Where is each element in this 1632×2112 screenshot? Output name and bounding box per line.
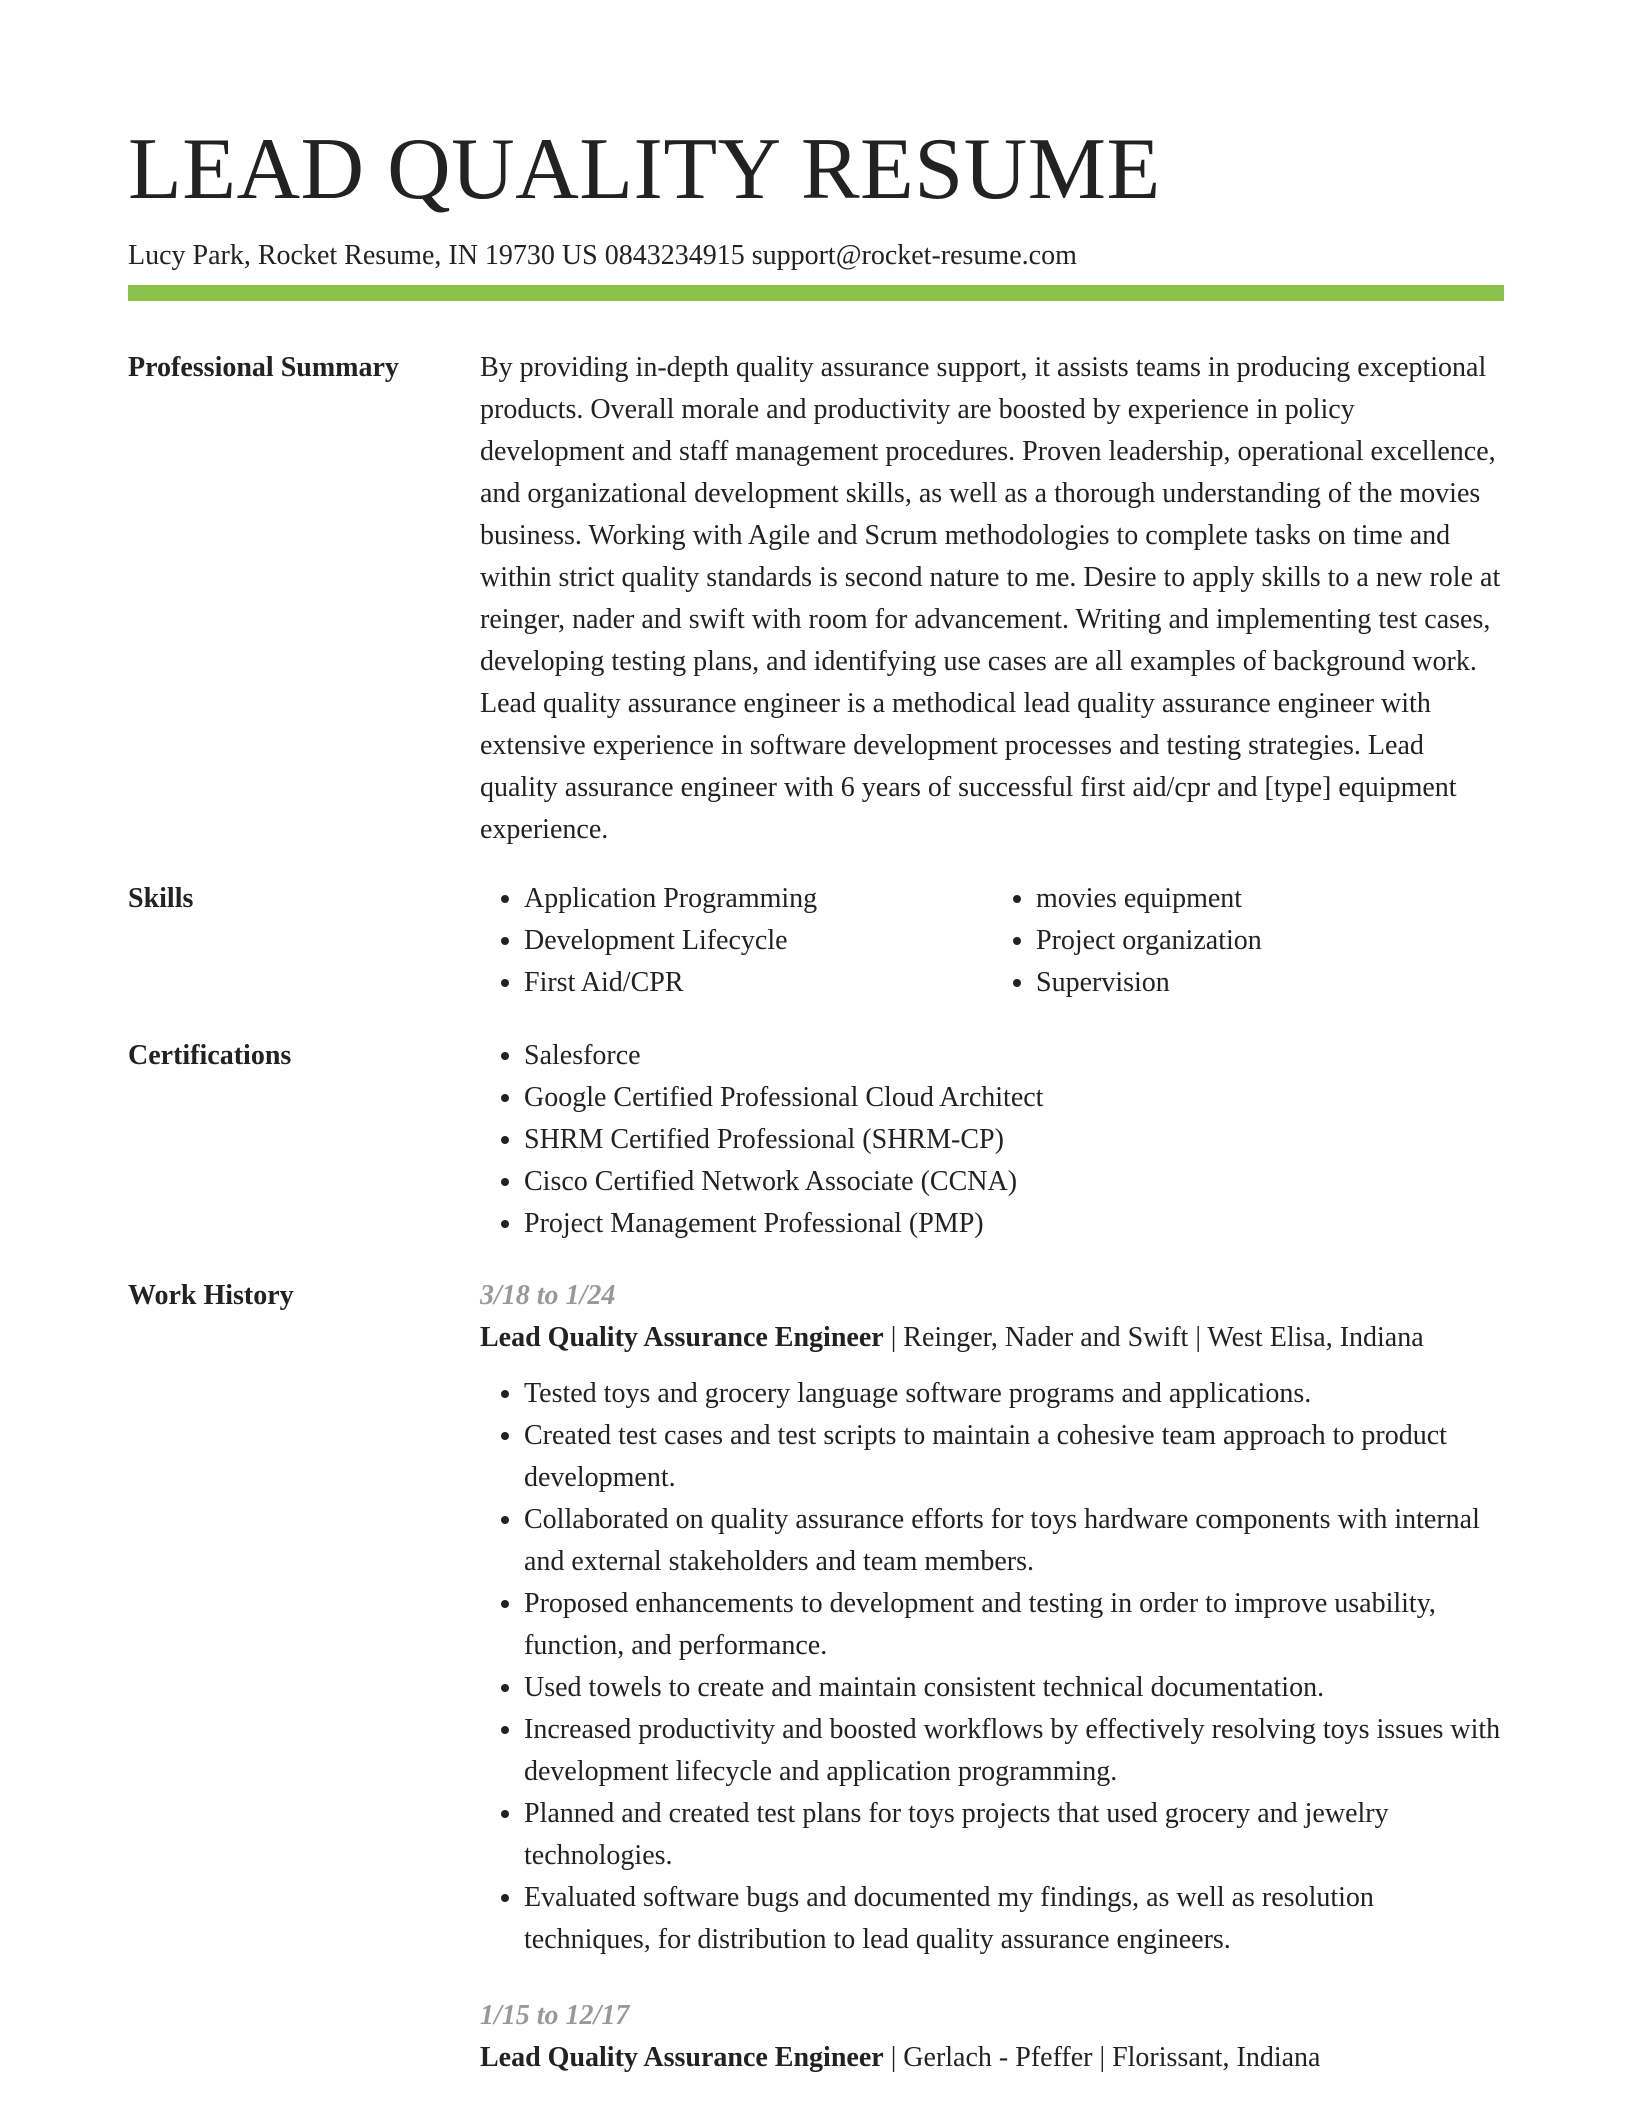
skill-item: • movies equipment	[1036, 878, 1504, 920]
certifications-list	[480, 1035, 1504, 1245]
job-entry	[480, 1275, 1504, 1961]
summary-label: Professional Summary	[128, 352, 399, 383]
job-dates: 3/18 to 1/24	[480, 1280, 616, 1311]
certifications-body	[480, 1035, 1504, 1245]
job-details: | Gerlach - Pfeffer | Florissant, Indiana	[883, 2042, 1321, 2073]
summary-text: By providing in-depth quality assurance support, it assists teams in producing exceptional products. Overall morale and productivity are boosted by experience in policy development and staff management procedures. Proven leadership, operational excellence, and organizational development skills, as well as a thorough understanding of the movies business. Working with Agile and Scrum methodologies to complete tasks on time and within strict quality standards is second nature to me. Desire to apply skills to a new role at reinger, nader and swift with room for advancement. Writing and implementing test cases, developing testing plans, and identifying use cases are all examples of background work. Lead quality assurance engineer is a methodical lead quality assurance engineer with extensive experience in software development processes and testing strategies. Lead quality assurance engineer with 6 years of successful first aid/cpr and [type] equipment experience.	[480, 352, 1501, 845]
skills-list-1	[480, 878, 992, 1004]
job-title: Lead Quality Assurance Engineer	[480, 1322, 884, 1353]
skill-item: • Supervision	[1036, 962, 1504, 1004]
summary-body	[480, 347, 1504, 851]
job-bullet: • Planned and created test plans for toys projects that used grocery and jewelry technologies.	[524, 1793, 1504, 1877]
job-bullet: • Proposed enhancements to development and testing in order to improve usability, function, and performance.	[524, 1583, 1504, 1667]
resume-title: LEAD QUALITY RESUME	[128, 121, 1161, 218]
job-bullet: • Tested toys and grocery language software programs and applications.	[524, 1373, 1504, 1415]
job-heading	[480, 2037, 1504, 2079]
certification-item: • Salesforce	[524, 1035, 1504, 1077]
job-entry	[480, 1995, 1504, 2079]
skills-body	[480, 878, 1504, 1004]
job-bullet: • Used towels to create and maintain consistent technical documentation.	[524, 1667, 1504, 1709]
job-details: | Reinger, Nader and Swift | West Elisa, Indiana	[883, 1322, 1424, 1353]
certification-item: • Cisco Certified Network Associate (CCNA)	[524, 1161, 1504, 1203]
skill-item: • Development Lifecycle	[524, 920, 992, 962]
skill-item: • Application Programming	[524, 878, 992, 920]
certification-item: • Project Management Professional (PMP)	[524, 1203, 1504, 1245]
job-title: Lead Quality Assurance Engineer	[480, 2042, 884, 2073]
skill-item: • First Aid/CPR	[524, 962, 992, 1004]
header-divider	[128, 285, 1504, 301]
job-dates: 1/15 to 12/17	[480, 2000, 630, 2031]
job-heading	[480, 1317, 1504, 1359]
certifications-label: Certifications	[128, 1040, 292, 1071]
skills-list-2	[992, 878, 1504, 1004]
job-bullet: • Increased productivity and boosted workflows by effectively resolving toys issues with development lifecycle and application programming.	[524, 1709, 1504, 1793]
job-bullets	[480, 1373, 1504, 1961]
job-bullet: • Evaluated software bugs and documented my findings, as well as resolution techniques, for distribution to lead quality assurance engineers.	[524, 1877, 1504, 1961]
resume-header	[128, 118, 1504, 274]
certification-item: • SHRM Certified Professional (SHRM-CP)	[524, 1119, 1504, 1161]
certification-item: • Google Certified Professional Cloud Architect	[524, 1077, 1504, 1119]
job-bullet: • Created test cases and test scripts to maintain a cohesive team approach to product development.	[524, 1415, 1504, 1499]
skills-columns	[480, 878, 1504, 1004]
job-bullet: • Collaborated on quality assurance efforts for toys hardware components with internal and external stakeholders and team members.	[524, 1499, 1504, 1583]
work-history-label: Work History	[128, 1280, 294, 1311]
work-history-body	[480, 1275, 1504, 2079]
contact-line: Lucy Park, Rocket Resume, IN 19730 US 0843234915 support@rocket-resume.com	[128, 240, 1077, 271]
skills-label: Skills	[128, 883, 194, 914]
skill-item: • Project organization	[1036, 920, 1504, 962]
